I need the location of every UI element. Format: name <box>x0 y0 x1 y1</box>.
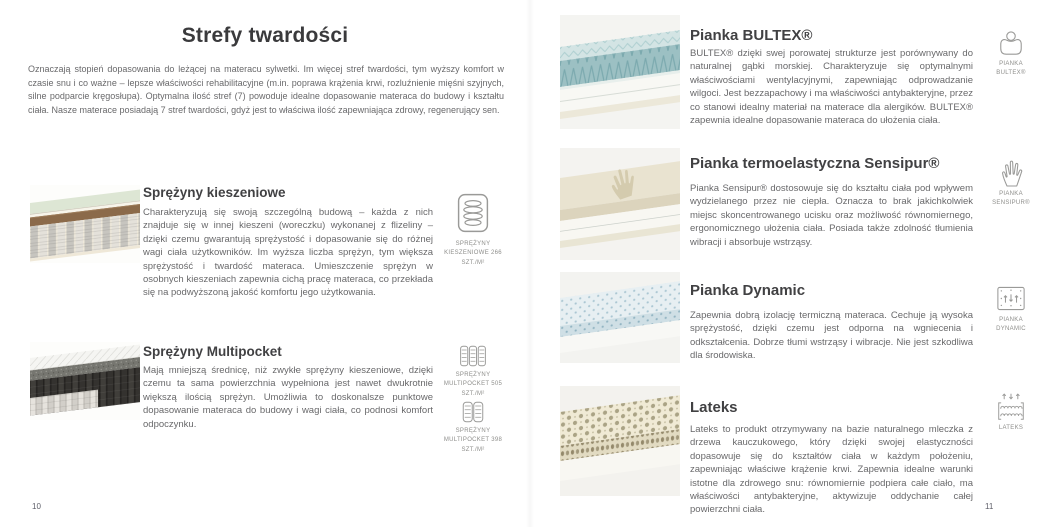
section-body: BULTEX® dzięki swej porowatej strukturze jest porównywany do naturalnej gąbki morskiej. Charakteryzuje się optymalnymi właściwościami wentylacyjnymi, zapewniając odprowadzanie wilgoci. Jest bezzapachowy i ma właściwości antybakteryjne, przez co stanowi idealny materiał na materace dla alergików. BULTEX® zapewnia idealne dopasowanie materaca do ułożenia ciała. <box>690 48 973 127</box>
page-number-right: 11 <box>985 502 994 511</box>
multipocket-2-springs-icon <box>458 400 488 424</box>
mattress-photo-sensipur <box>560 148 680 260</box>
section-body: Lateks to produkt otrzymywany na bazie naturalnego mleczka z drzewa kauczukowego, który dzięki swojej elastyczności dopasowuje się do kształtów ciała w każdym położeniu, zapewniając właściwe krążenie krwi. Zapewnia idealne warunki istotne dla zdrowego snu: równomiernie podpiera całe ciało, ma właściwości antybakteryjne, aktywizuje oddychanie całej powierzchni ciała. <box>690 424 973 516</box>
section-heading: Sprężyny kieszeniowe <box>143 185 286 200</box>
mattress-photo-dynamic <box>560 272 680 363</box>
section-heading: Lateks <box>690 399 738 416</box>
page-title: Strefy twardości <box>181 24 349 47</box>
section-heading: Pianka Dynamic <box>690 282 806 299</box>
section-body: Pianka Sensipur® dostosowuje się do kształtu ciała pod wpływem wydzielanego przez nie ciepła. Oznacza to brak jakichkolwiek miejsc skoncentrowanego ucisku oraz możliwość równomiernego, ergonomicznego ułożenia ciała. Posiada także zdolność tłumienia wibracji i absorbuje wstrząsy. <box>690 183 973 248</box>
icon-caption: LATEKS <box>998 425 1024 431</box>
icon-caption: SPRĘŻYNY KIESZENIOWE 266 SZT./M² <box>444 241 502 266</box>
icon-caption: SPRĘŻYNY MULTIPOCKET 505 SZT./M² <box>443 372 503 397</box>
icon-caption: PIANKA SENSIPUR® <box>992 191 1030 207</box>
mattress-photo-kieszeniowe <box>30 185 140 263</box>
intro-paragraph: Oznaczają stopień dopasowania do leżącej na materacu sylwetki. Im więcej stref twardości, tym wyższy komfort w czasie snu i co ważne – lepsze właściwości rehabilitacyjne (m.in. poprawa krążenia krwi, rozluźnienie mięśni szyjnych, silne podparcie kręgosłupa). Optymalna ilość stref (7) powoduje idealne dopasowanie materaca do budowy i kształtu ciała. Nasze materace posiadają 7 stref twardości, gdyż jest to właściwa ilość zapewniająca zdrowy, regenerujący sen. <box>28 64 504 115</box>
section-body: Mają mniejszą średnicę, niż zwykłe sprężyny kieszeniowe, dzięki czemu ta sama powierzchnia wypełniona jest nawet dwukrotnie większą ilością sprężyn. Umożliwia to doskonalsze punktowe dopasowanie materaca do budowy i wagi ciała, co podnosi komfort odpoczynku. <box>143 365 433 430</box>
mattress-photo-lateks <box>560 386 680 496</box>
icon-caption: PIANKA BULTEX® <box>996 61 1026 77</box>
latex-wave-icon <box>995 392 1027 422</box>
mattress-photo-bultex <box>560 15 680 129</box>
mattress-photo-multipocket <box>30 342 140 420</box>
hand-icon <box>996 156 1026 188</box>
section-body: Charakteryzują się swoją szczególną budową – każda z nich znajduje się w innej kieszeni (woreczku) wykonanej z flizeliny – dzięki czemu gwarantują sprężystość i dopasowanie się do różnej wagi ciała użytkowników. Im wyższa liczba sprężyn, tym większa sprężystość i twardość materaca. Umieszczenie sprężyn w osobnych kieszeniach zapewnia cichą pracę materaca, co przekłada się na podwyższoną jakość komfortu jego użytkowania. <box>143 207 433 299</box>
sponge-icon <box>995 28 1027 58</box>
icon-caption: PIANKA DYNAMIC <box>996 317 1026 333</box>
page-gutter <box>526 0 534 527</box>
dots-square-icon <box>995 284 1027 313</box>
section-heading: Sprężyny Multipocket <box>143 344 282 359</box>
icon-caption: SPRĘŻYNY MULTIPOCKET 398 SZT./M² <box>443 428 503 453</box>
section-body: Zapewnia dobrą izolację termiczną materaca. Cechuje ją wysoka sprężystość, dzięki czemu jest odporna na wgniecenia i odkształcenia. Dobrze tłumi wstrząsy i wibracje. Nie jest szkodliwa dla środowiska. <box>690 310 973 362</box>
multipocket-3-springs-icon <box>458 344 488 368</box>
page-number-left: 10 <box>32 502 41 511</box>
pocket-spring-icon <box>457 192 489 234</box>
section-heading: Pianka termoelastyczna Sensipur® <box>690 155 940 172</box>
section-heading: Pianka BULTEX® <box>690 27 813 44</box>
